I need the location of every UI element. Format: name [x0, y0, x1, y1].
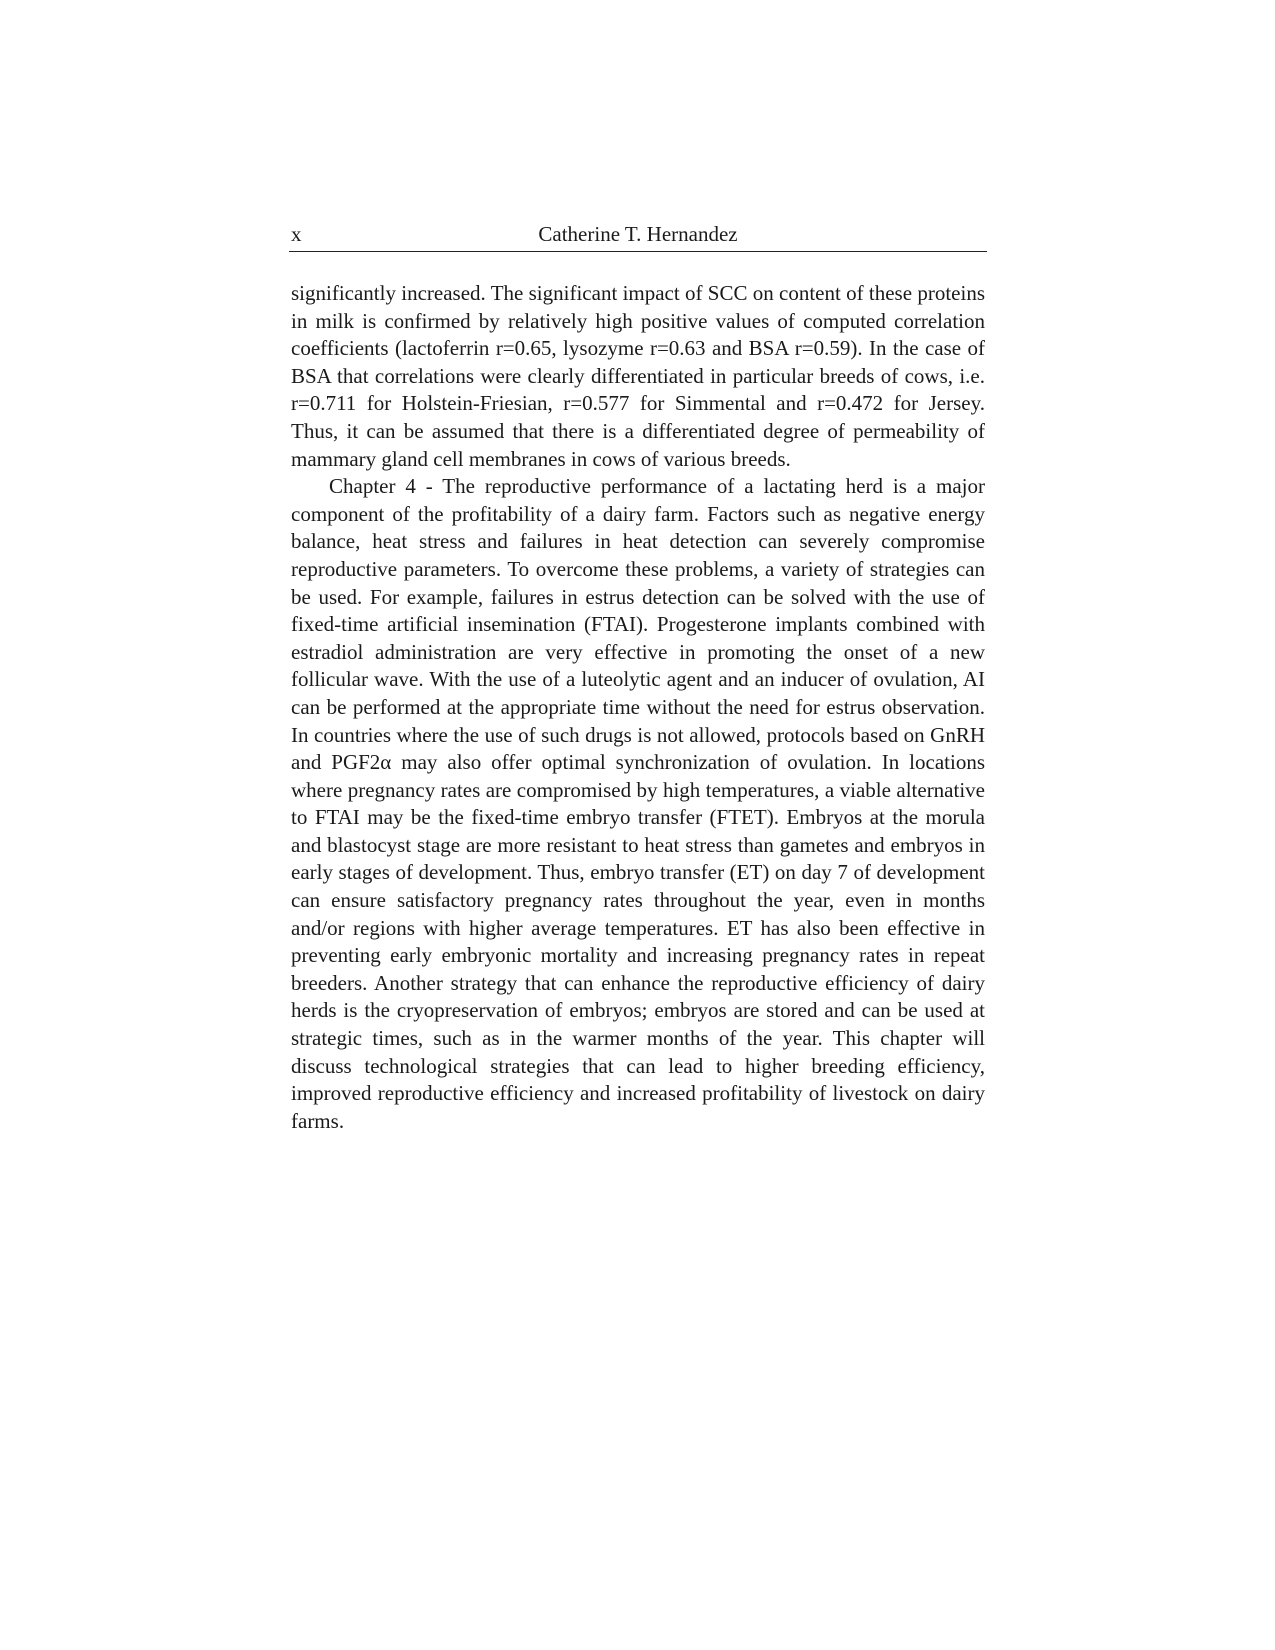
- paragraph-continuation: significantly increased. The significant impact of SCC on content of these proteins in milk is confirmed by relatively high positive values of computed correlation coefficients (lactoferrin r=0.65, lysozyme r=0.63 and BSA r=0.59). In the case of BSA that correlations were clearly differentiated in particular breeds of cows, i.e. r=0.711 for Holstein-Friesian, r=0.577 for Simmental and r=0.472 for Jersey. Thus, it can be assumed that there is a differentiated degree of permeability of mammary gland cell membranes in cows of various breeds.: [291, 281, 985, 471]
- running-header: [289, 220, 987, 252]
- page-number: x: [291, 222, 302, 246]
- body-text: [291, 280, 985, 1135]
- paragraph-chapter-4: Chapter 4 - The reproductive performance of a lactating herd is a major component of the profitability of a dairy farm. Factors such as negative energy balance, heat stress and failures in heat detection can severely compromise reproductive parameters. To overcome these problems, a variety of strategies can be used. For example, failures in estrus detection can be solved with the use of fixed-time artificial insemination (FTAI). Progesterone implants combined with estradiol administration are very effective in promoting the onset of a new follicular wave. With the use of a luteolytic agent and an inducer of ovulation, AI can be performed at the appropriate time without the need for estrus observation. In countries where the use of such drugs is not allowed, protocols based on GnRH and PGF2α may also offer optimal synchronization of ovulation. In locations where pregnancy rates are compromised by high temperatures, a viable alternative to FTAI may be the fixed-time embryo transfer (FTET). Embryos at the morula and blastocyst stage are more resistant to heat stress than gametes and embryos in early stages of development. Thus, embryo transfer (ET) on day 7 of development can ensure satisfactory pregnancy rates throughout the year, even in months and/or regions with higher average temperatures. ET has also been effective in preventing early embryonic mortality and increasing pregnancy rates in repeat breeders. Another strategy that can enhance the reproductive efficiency of dairy herds is the cryopreservation of embryos; embryos are stored and can be used at strategic times, such as in the warmer months of the year. This chapter will discuss technological strategies that can lead to higher breeding efficiency, improved reproductive efficiency and increased profitability of livestock on dairy farms.: [291, 474, 985, 1133]
- header-author: Catherine T. Hernandez: [538, 222, 738, 246]
